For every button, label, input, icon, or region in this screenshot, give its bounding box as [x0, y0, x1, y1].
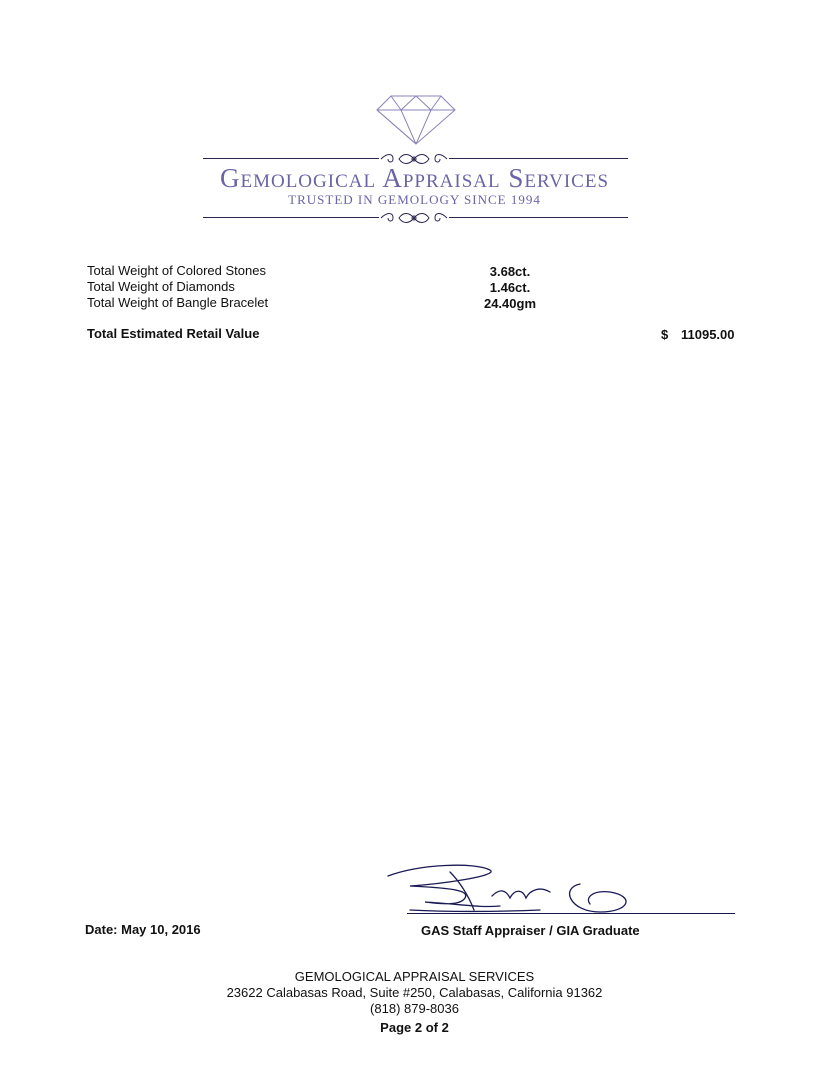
company-tagline: TRUSTED IN GEMOLOGY SINCE 1994	[288, 192, 541, 207]
bracelet-weight-value: 24.40gm	[483, 296, 537, 311]
page-number: Page 2 of 2	[380, 1020, 449, 1035]
flourish-bottom-icon	[379, 210, 449, 226]
total-value-amount: 11095.00	[681, 327, 735, 342]
diamonds-label: Total Weight of Diamonds	[87, 279, 235, 294]
appraiser-signature	[380, 860, 640, 920]
company-name: Gemological Appraisal Services	[219, 163, 610, 193]
letterhead-bottom-rule-left	[203, 217, 379, 218]
appraiser-title: GAS Staff Appraiser / GIA Graduate	[421, 923, 640, 938]
bracelet-weight-label: Total Weight of Bangle Bracelet	[87, 295, 269, 310]
diamond-icon	[375, 94, 457, 146]
appraisal-date: Date: May 10, 2016	[85, 922, 201, 937]
footer-phone: (818) 879-8036	[370, 1001, 459, 1016]
total-value-label: Total Estimated Retail Value	[87, 326, 260, 341]
letterhead-bottom-rule-right	[449, 217, 628, 218]
colored-stones-value: 3.68ct.	[489, 264, 531, 279]
letterhead-top-rule-left	[203, 158, 379, 159]
colored-stones-label: Total Weight of Colored Stones	[87, 263, 266, 278]
signature-line	[407, 913, 735, 914]
footer-company: GEMOLOGICAL APPRAISAL SERVICES	[294, 969, 535, 984]
total-value-currency: $	[661, 327, 669, 342]
footer-address: 23622 Calabasas Road, Suite #250, Calabasas, California 91362	[226, 985, 603, 1000]
letterhead-top-rule-right	[449, 158, 628, 159]
diamonds-value: 1.46ct.	[489, 280, 531, 295]
